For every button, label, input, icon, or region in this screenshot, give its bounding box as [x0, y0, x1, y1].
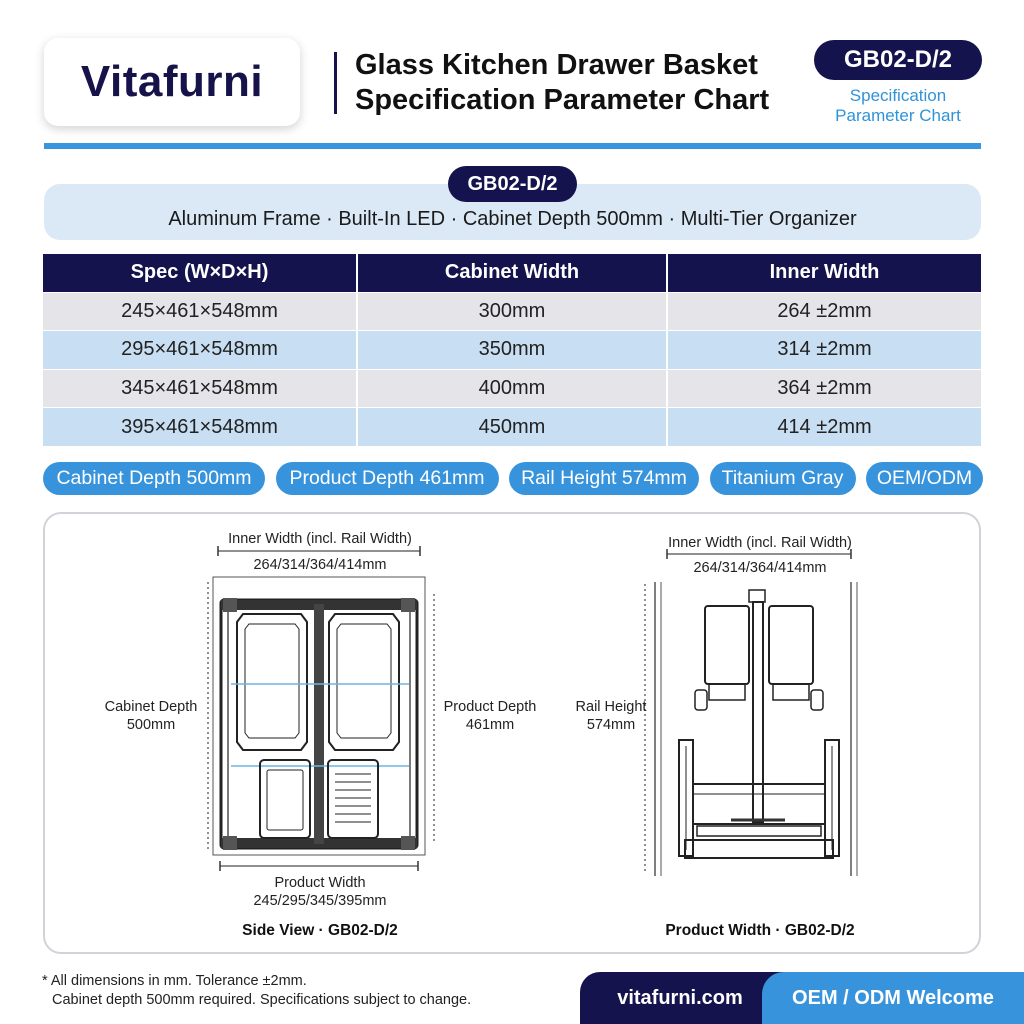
cell-inner-width: 414 ±2mm [667, 408, 981, 447]
cell-inner-width: 314 ±2mm [667, 331, 981, 370]
cell-spec: 295×461×548mm [43, 331, 357, 370]
footnote [42, 972, 471, 1010]
technical-drawings [45, 514, 983, 956]
spec-table [43, 254, 981, 446]
table-row [43, 369, 981, 408]
side-view-caption: Side View · GB02-D/2 [242, 922, 398, 939]
cell-spec: 245×461×548mm [43, 292, 357, 331]
footnote-line-1: * All dimensions in mm. Tolerance ±2mm. [42, 973, 307, 989]
cell-cabinet-width: 450mm [357, 408, 667, 447]
table-row [43, 292, 981, 331]
header-rule [44, 143, 981, 149]
header-divider [334, 52, 337, 114]
tag-color: Titanium Gray [710, 462, 856, 495]
cabinet-depth-label: Cabinet Depth [104, 699, 198, 715]
cell-cabinet-width: 350mm [357, 331, 667, 370]
product-depth-label: Product Depth [443, 699, 537, 715]
tag-cabinet-depth: Cabinet Depth 500mm [43, 462, 265, 495]
brand-logo: Vitafurni [80, 57, 264, 106]
cell-inner-width: 264 ±2mm [667, 292, 981, 331]
front-view-drawing [645, 554, 857, 876]
header-spec: Spec (W×D×H) [43, 254, 357, 292]
side-view-drawing [208, 551, 434, 866]
cell-spec: 345×461×548mm [43, 369, 357, 408]
tag-oem: OEM/ODM [866, 462, 983, 495]
front-inner-width-values: 264/314/364/414mm [693, 560, 827, 576]
code-sub-line-2: Parameter Chart [835, 106, 961, 125]
spec-tags [43, 462, 983, 495]
title-line-2: Specification Parameter Chart [355, 84, 770, 116]
feature-list: Aluminum Frame · Built-In LED · Cabinet Depth 500mm · Multi-Tier Organizer [168, 208, 857, 230]
front-inner-width-label: Inner Width (incl. Rail Width) [668, 535, 852, 551]
side-inner-width-label: Inner Width (incl. Rail Width) [228, 531, 412, 547]
cell-cabinet-width: 300mm [357, 292, 667, 331]
title-line-1: Glass Kitchen Drawer Basket [355, 49, 758, 81]
product-width-label: Product Width [274, 875, 366, 891]
tag-rail-height: Rail Height 574mm [509, 462, 699, 495]
table-row [43, 331, 981, 370]
rail-height-label: Rail Height [575, 699, 647, 715]
banner-code-badge: GB02-D/2 [448, 166, 577, 202]
cell-cabinet-width: 400mm [357, 369, 667, 408]
cabinet-depth-value: 500mm [126, 717, 176, 733]
product-width-values: 245/295/345/395mm [253, 893, 387, 909]
cell-inner-width: 364 ±2mm [667, 369, 981, 408]
cell-spec: 395×461×548mm [43, 408, 357, 447]
website-link[interactable]: vitafurni.com [580, 972, 810, 1024]
model-code-badge: GB02-D/2 [814, 40, 982, 80]
oem-badge: OEM / ODM Welcome [762, 972, 1024, 1024]
header-cabinet-width: Cabinet Width [357, 254, 667, 292]
product-depth-value: 461mm [465, 717, 515, 733]
page-title [355, 48, 769, 118]
code-sub-line-1: Specification [849, 86, 947, 105]
front-view-caption: Product Width · GB02-D/2 [665, 922, 855, 939]
rail-height-value: 574mm [586, 717, 636, 733]
model-code-subtitle [814, 86, 982, 126]
footnote-line-2: Cabinet depth 500mm required. Specifications subject to change. [52, 992, 472, 1008]
table-row [43, 408, 981, 447]
diagram-panel [43, 512, 981, 954]
table-header-row [43, 254, 981, 292]
header-inner-width: Inner Width [667, 254, 981, 292]
tag-product-depth: Product Depth 461mm [276, 462, 499, 495]
side-inner-width-values: 264/314/364/414mm [253, 557, 387, 573]
logo-card [44, 38, 300, 126]
